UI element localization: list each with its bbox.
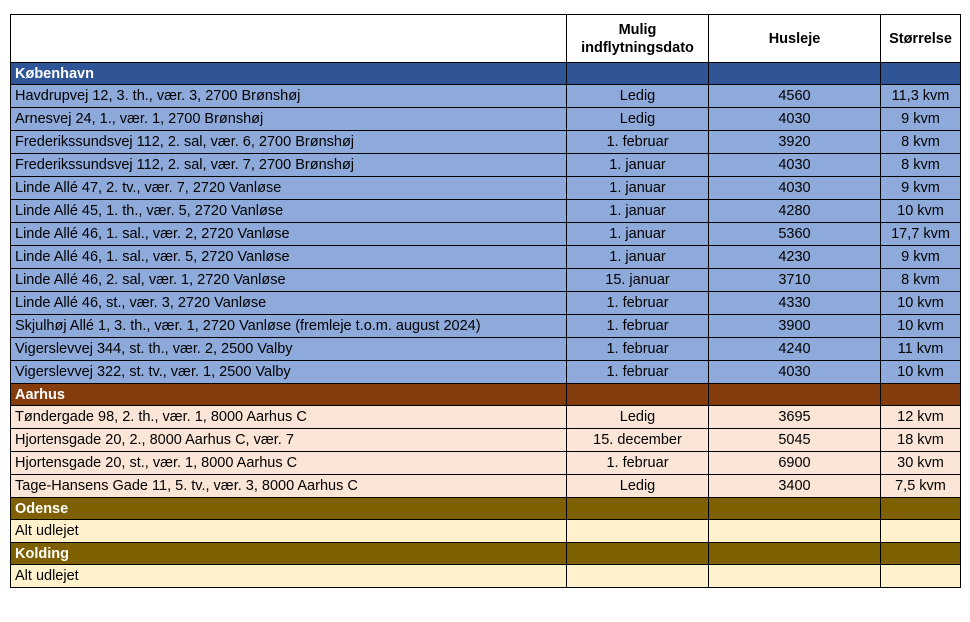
header-rent: Husleje [709, 15, 881, 63]
address-cell: Linde Allé 46, 1. sal., vær. 2, 2720 Vanløse [11, 223, 567, 246]
table-row [11, 475, 961, 498]
table-row [11, 452, 961, 475]
address-cell: Vigerslevvej 322, st. tv., vær. 1, 2500 Valby [11, 361, 567, 384]
table-row [11, 177, 961, 200]
section-header-row [11, 63, 961, 85]
rent-cell: 6900 [709, 452, 881, 475]
size-cell: 8 kvm [881, 269, 961, 292]
date-cell: Ledig [567, 85, 709, 108]
section-empty-cell [881, 498, 961, 520]
date-cell: 1. januar [567, 223, 709, 246]
address-cell: Linde Allé 47, 2. tv., vær. 7, 2720 Vanløse [11, 177, 567, 200]
section-empty-cell [881, 543, 961, 565]
table-row [11, 520, 961, 543]
rent-cell [709, 565, 881, 588]
size-cell: 10 kvm [881, 315, 961, 338]
rent-cell [709, 520, 881, 543]
section-empty-cell [567, 384, 709, 406]
date-cell: 1. februar [567, 315, 709, 338]
size-cell: 8 kvm [881, 154, 961, 177]
size-cell: 30 kvm [881, 452, 961, 475]
address-cell: Alt udlejet [11, 565, 567, 588]
rent-cell: 3920 [709, 131, 881, 154]
rent-cell: 3900 [709, 315, 881, 338]
section-header-row [11, 384, 961, 406]
address-cell: Linde Allé 46, 1. sal., vær. 5, 2720 Vanløse [11, 246, 567, 269]
rent-cell: 4230 [709, 246, 881, 269]
size-cell: 9 kvm [881, 108, 961, 131]
size-cell: 9 kvm [881, 177, 961, 200]
table-row [11, 406, 961, 429]
date-cell: 1. februar [567, 452, 709, 475]
address-cell: Skjulhøj Allé 1, 3. th., vær. 1, 2720 Vanløse (fremleje t.o.m. august 2024) [11, 315, 567, 338]
size-cell: 11,3 kvm [881, 85, 961, 108]
section-header-row [11, 543, 961, 565]
date-cell: 1. februar [567, 361, 709, 384]
section-title: Kolding [11, 543, 567, 565]
rent-cell: 4280 [709, 200, 881, 223]
size-cell: 10 kvm [881, 361, 961, 384]
section-empty-cell [709, 63, 881, 85]
address-cell: Hjortensgade 20, 2., 8000 Aarhus C, vær. 7 [11, 429, 567, 452]
date-cell: 1. februar [567, 338, 709, 361]
rent-cell: 3400 [709, 475, 881, 498]
rent-cell: 4030 [709, 108, 881, 131]
address-cell: Tage-Hansens Gade 11, 5. tv., vær. 3, 8000 Aarhus C [11, 475, 567, 498]
date-cell: 1. februar [567, 131, 709, 154]
header-row [11, 15, 961, 63]
date-cell: 1. januar [567, 246, 709, 269]
table-row [11, 292, 961, 315]
size-cell: 8 kvm [881, 131, 961, 154]
date-cell: 1. januar [567, 154, 709, 177]
date-cell: Ledig [567, 406, 709, 429]
date-cell [567, 520, 709, 543]
table-row [11, 361, 961, 384]
section-title: Odense [11, 498, 567, 520]
section-empty-cell [567, 498, 709, 520]
section-empty-cell [709, 498, 881, 520]
table-body [11, 63, 961, 588]
table-row [11, 565, 961, 588]
address-cell: Hjortensgade 20, st., vær. 1, 8000 Aarhus C [11, 452, 567, 475]
table-row [11, 315, 961, 338]
section-empty-cell [709, 384, 881, 406]
size-cell: 10 kvm [881, 292, 961, 315]
address-cell: Alt udlejet [11, 520, 567, 543]
rent-cell: 3710 [709, 269, 881, 292]
section-title: København [11, 63, 567, 85]
size-cell [881, 565, 961, 588]
table-row [11, 269, 961, 292]
address-cell: Linde Allé 46, 2. sal, vær. 1, 2720 Vanløse [11, 269, 567, 292]
date-cell [567, 565, 709, 588]
section-title: Aarhus [11, 384, 567, 406]
table-row [11, 429, 961, 452]
rent-cell: 4330 [709, 292, 881, 315]
section-empty-cell [567, 543, 709, 565]
size-cell: 12 kvm [881, 406, 961, 429]
address-cell: Vigerslevvej 344, st. th., vær. 2, 2500 Valby [11, 338, 567, 361]
size-cell: 7,5 kvm [881, 475, 961, 498]
rent-cell: 4030 [709, 154, 881, 177]
rent-cell: 3695 [709, 406, 881, 429]
table-row [11, 223, 961, 246]
date-cell: 1. januar [567, 177, 709, 200]
section-empty-cell [567, 63, 709, 85]
header-empty-cell [11, 15, 567, 63]
size-cell: 9 kvm [881, 246, 961, 269]
table-row [11, 246, 961, 269]
table-row [11, 200, 961, 223]
rent-cell: 5045 [709, 429, 881, 452]
date-cell: 1. januar [567, 200, 709, 223]
table-row [11, 85, 961, 108]
section-empty-cell [709, 543, 881, 565]
header-date: Mulig indflytningsdato [567, 15, 709, 63]
address-cell: Frederikssundsvej 112, 2. sal, vær. 6, 2700 Brønshøj [11, 131, 567, 154]
rent-cell: 4030 [709, 361, 881, 384]
date-cell: Ledig [567, 108, 709, 131]
table-row [11, 154, 961, 177]
rent-cell: 4030 [709, 177, 881, 200]
address-cell: Frederikssundsvej 112, 2. sal, vær. 7, 2700 Brønshøj [11, 154, 567, 177]
table-row [11, 131, 961, 154]
table-row [11, 338, 961, 361]
size-cell: 17,7 kvm [881, 223, 961, 246]
address-cell: Havdrupvej 12, 3. th., vær. 3, 2700 Brønshøj [11, 85, 567, 108]
rent-cell: 4560 [709, 85, 881, 108]
rent-cell: 4240 [709, 338, 881, 361]
size-cell: 18 kvm [881, 429, 961, 452]
section-empty-cell [881, 384, 961, 406]
date-cell: 15. januar [567, 269, 709, 292]
date-cell: 15. december [567, 429, 709, 452]
rental-table [10, 14, 961, 588]
section-header-row [11, 498, 961, 520]
section-empty-cell [881, 63, 961, 85]
address-cell: Linde Allé 45, 1. th., vær. 5, 2720 Vanløse [11, 200, 567, 223]
address-cell: Tøndergade 98, 2. th., vær. 1, 8000 Aarhus C [11, 406, 567, 429]
date-cell: 1. februar [567, 292, 709, 315]
table-row [11, 108, 961, 131]
address-cell: Linde Allé 46, st., vær. 3, 2720 Vanløse [11, 292, 567, 315]
rent-cell: 5360 [709, 223, 881, 246]
size-cell: 10 kvm [881, 200, 961, 223]
header-size: Størrelse [881, 15, 961, 63]
size-cell: 11 kvm [881, 338, 961, 361]
date-cell: Ledig [567, 475, 709, 498]
address-cell: Arnesvej 24, 1., vær. 1, 2700 Brønshøj [11, 108, 567, 131]
size-cell [881, 520, 961, 543]
